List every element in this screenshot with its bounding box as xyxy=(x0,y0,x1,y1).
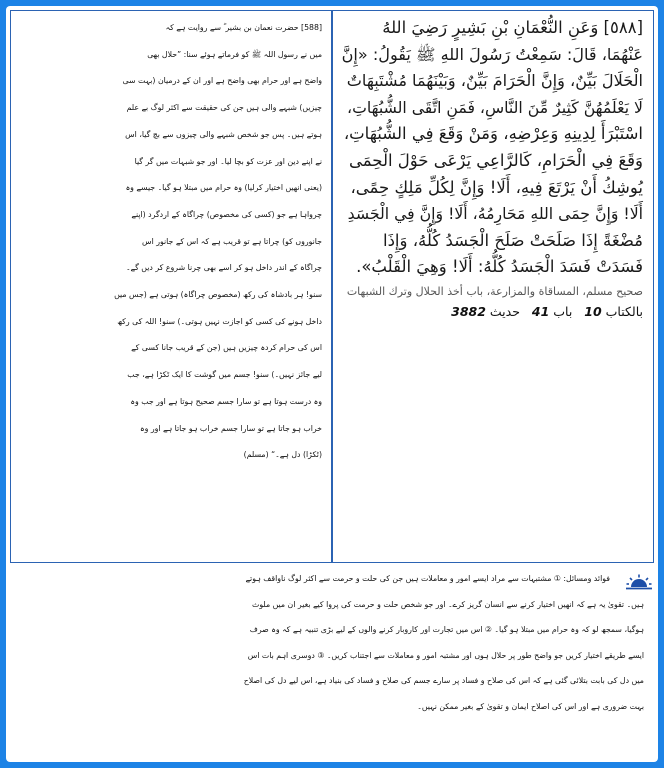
urdu-line: خراب ہو جاتا ہے تو سارا جسم خراب ہو جاتا ہے اور وہ xyxy=(140,423,322,433)
urdu-line: [588] حضرت نعمان بن بشیر ؓ سے روایت ہے کہ xyxy=(165,23,322,32)
benefits-line: میں دل کی بابت بتلائی گئی ہے کہ اس کی صلاح و فساد پر سارے جسم کی صلاح و فساد کی بنیاد ہے، اس لیے دل کی اصلاح xyxy=(243,676,644,686)
arabic-line: الْحَلَالَ بَيِّنٌ، وَإِنَّ الْحَرَامَ بَيِّنٌ، وَبَيْنَهُمَا مُشْتَبِهَاتٌ xyxy=(346,71,643,91)
benefits-line: ہوگیا، سمجھ لو کہ وہ حرام میں مبتلا ہو گیا۔ ② اس میں تجارت اور کاروبار کرنے والوں کے لیے بڑی تنبیہ ہے کہ وہ صرف xyxy=(249,625,644,635)
benefits-line: بہت ضروری ہے اور اس کی اصلاح ایمان و تقویٰ کے بغیر ممکن نہیں۔ xyxy=(417,701,644,711)
urdu-line: سنو! ہر بادشاہ کی رکھ (مخصوص چراگاہ) ہوتی ہے (جس میں xyxy=(114,290,322,300)
source-reference: صحيح مسلم، المساقاة والمزارعة، باب أخذ الحلال وترك الشبهات xyxy=(346,284,643,298)
kitab-number: 10 xyxy=(584,303,602,319)
urdu-line: واضح ہے اور حرام بھی واضح ہے اور ان کے درمیان (بہت سی xyxy=(122,76,322,86)
urdu-line: (یعنی انھیں اختیار کرلیا) وہ حرام میں مبتلا ہو گیا۔ جیسے وہ xyxy=(125,183,322,193)
hadith-label: حدیث xyxy=(489,303,520,319)
arabic-line: فَسَدَتْ فَسَدَ الْجَسَدُ كُلُّهُ: أَلَا! وَهِيَ الْقَلْبُ». xyxy=(356,257,643,277)
urdu-column xyxy=(11,11,331,562)
urdu-line: جانوروں کو) چراتا ہے تو قریب ہے کہ اس کے جانور اس xyxy=(142,236,322,246)
arabic-line: لَا يَعْلَمُهُنَّ كَثِيرٌ مِّنَ النَّاسِ، فَمَنِ اتَّقَى الشُّبُهَاتِ، xyxy=(347,97,643,117)
urdu-line: نے اپنے دین اور عزت کو بچا لیا۔ اور جو شبہات میں گر گیا xyxy=(134,156,322,166)
urdu-line: چرواہا ہے جو (کسی کی مخصوص) چراگاہ کے اردگرد (اپنے xyxy=(131,209,322,219)
kitab-label: بالکتاب xyxy=(605,303,643,319)
arabic-line: مُضْغَةً إِذَا صَلَحَتْ صَلَحَ الْجَسَدُ كُلُّهُ، وَإِذَا xyxy=(382,230,643,250)
benefits-line: ایسے طریقے اختیار کریں جو واضح طور پر حلال ہوں اور مشتبہ امور و معاملات سے اجتناب کریں۔ ③ دوسری اہم بات اس xyxy=(247,650,644,660)
hadith-box xyxy=(10,10,654,563)
benefits-line: ہیں۔ تقویٰ یہ ہے کہ انھیں اختیار کرنے سے انسان گریز کرے۔ اور جو شخص حلت و حرمت کی پروا کیے بغیر ان میں ملوث xyxy=(252,599,644,609)
urdu-line: ہوتے ہیں۔ پس جو شخص شبہے والی چیزوں سے بچ گیا، اس xyxy=(125,129,322,139)
bab-label: باب xyxy=(553,303,573,319)
arabic-line: يُوشِكُ أَنْ يَرْتَعَ فِيهِ، أَلَا! وَإِنَّ لِكُلِّ مَلِكٍ حِمًى، xyxy=(350,177,643,197)
urdu-line: داخل ہونے کی کسی کو اجازت نہیں ہوتی۔) سنو! اللہ کی رکھ xyxy=(117,316,322,326)
arabic-line: وَقَعَ فِي الْحَرَامِ، كَالرَّاعِي يَرْعَى حَوْلَ الْحِمَى xyxy=(349,150,643,170)
urdu-line: اس کی حرام کردہ چیزیں ہیں (جن کے قریب جانا کسی کے xyxy=(131,343,322,353)
arabic-line: عَنْهُمَا، قَالَ: سَمِعْتُ رَسُولَ اللهِ ﷺ يَقُولُ: «إِنَّ xyxy=(341,44,643,64)
bab-number: 41 xyxy=(531,303,550,319)
urdu-line: لیے جائز نہیں۔) سنو! جسم میں گوشت کا ایک ٹکڑا ہے، جب xyxy=(127,370,322,380)
hadith-number: 3882 xyxy=(451,303,486,319)
benefits-line: فوائد ومسائل: ① مشتبہات سے مراد ایسے امور و معاملات ہیں جن کی حلت و حرمت سے اکثر لوگ ناواقف ہوتے xyxy=(245,574,610,583)
arabic-column xyxy=(333,11,653,562)
column-divider xyxy=(331,11,333,562)
urdu-line: چراگاہ کے اندر داخل ہو کر اسے بھی چرنا شروع کر دیں گے۔ xyxy=(125,263,322,273)
urdu-line: وہ درست ہوتا ہے تو سارا جسم صحیح ہوتا ہے اور جب وہ xyxy=(130,396,322,406)
urdu-line: (ٹکڑا) دل ہے۔“ (مسلم) xyxy=(243,450,322,460)
arabic-line: أَلَا! وَإِنَّ حِمَى اللهِ مَحَارِمُهُ، أَلَا! وَإِنَّ فِي الْجَسَدِ xyxy=(347,204,643,224)
benefits-section xyxy=(14,566,644,752)
urdu-line: چیزیں) شبہے والی ہیں جن کی حقیقت سے اکثر لوگ بے علم xyxy=(126,103,322,113)
arabic-line: [٥٨٨] وَعَنِ النُّعْمَانِ بْنِ بَشِيرٍ رَضِيَ اللهُ xyxy=(382,18,643,37)
hadith-numbering xyxy=(341,304,643,319)
arabic-line: اسْتَبْرَأَ لِدِينِهِ وَعِرْضِهِ، وَمَنْ وَقَعَ فِي الشُّبُهَاتِ، xyxy=(343,124,643,144)
urdu-line: میں نے رسول اللہ ﷺ کو فرماتے ہوئے سنا: ”حلال بھی xyxy=(147,49,322,59)
